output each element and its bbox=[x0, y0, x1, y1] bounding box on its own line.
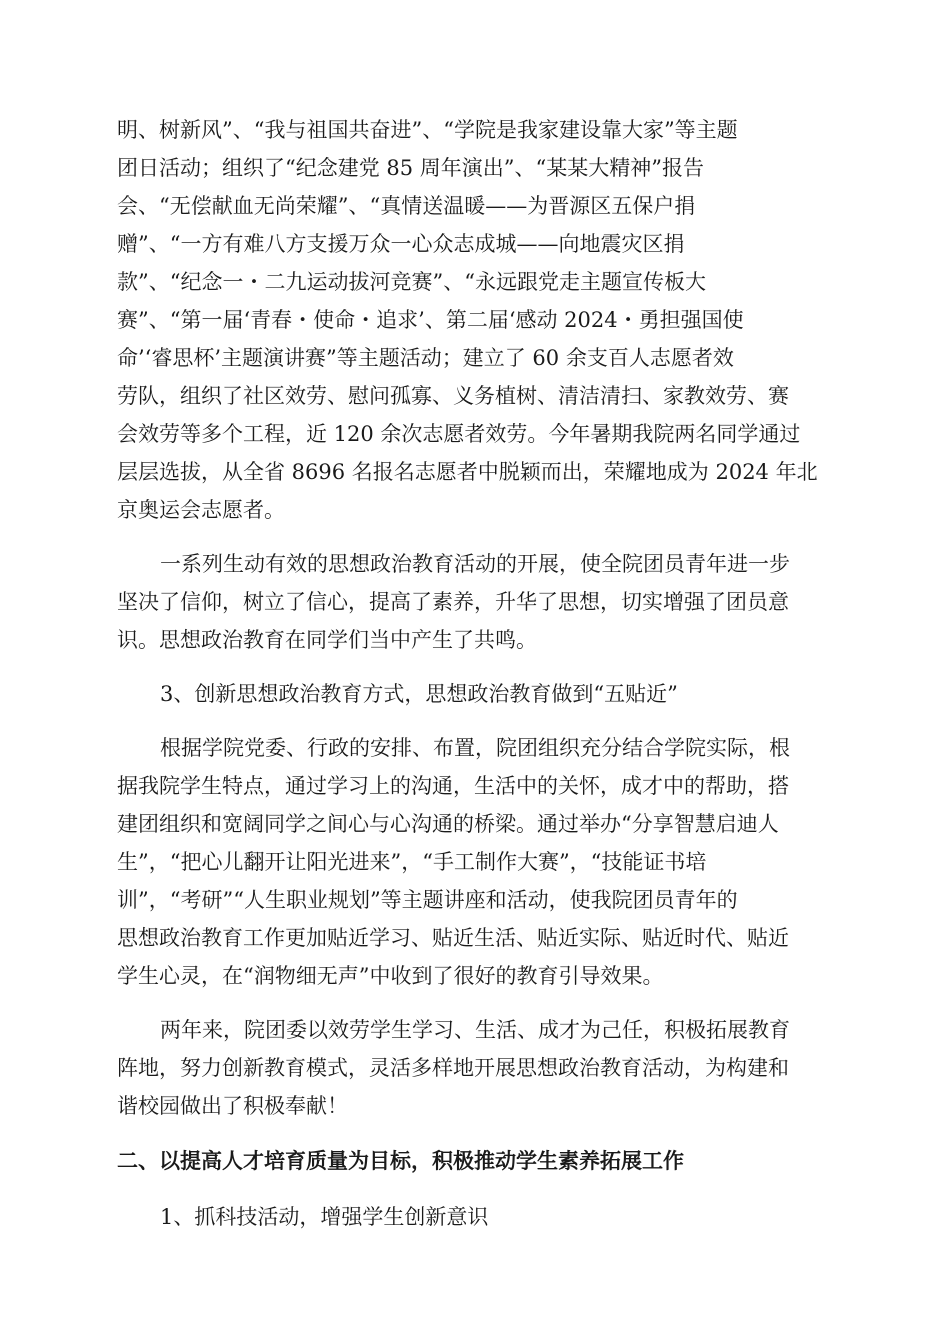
text-line: 阵地，努力创新教育模式，灵活多样地开展思想政治教育活动，为构建和 bbox=[117, 1056, 789, 1080]
text-line: 劳队，组织了社区效劳、慰问孤寡、义务植树、清洁清扫、家教效劳、赛 bbox=[117, 384, 789, 408]
text-line: 明、树新风”、“我与祖国共奋进”、“学院是我家建设靠大家”等主题 bbox=[117, 118, 738, 142]
text-line: 赠”、“一方有难八方支援万众一心众志成城——向地震灾区捐 bbox=[117, 232, 685, 256]
text-line: 一系列生动有效的思想政治教育活动的开展，使全院团员青年进一步 bbox=[160, 552, 790, 576]
text-line: 识。思想政治教育在同学们当中产生了共鸣。 bbox=[117, 628, 537, 652]
text-line: 层层选拔，从全省 8696 名报名志愿者中脱颖而出，荣耀地成为 2024 年北 bbox=[117, 460, 818, 484]
text-line: 生”，“把心儿翻开让阳光进来”，“手工制作大赛”，“技能证书培 bbox=[117, 850, 707, 874]
text-line: 会效劳等多个工程，近 120 余次志愿者效劳。今年暑期我院两名同学通过 bbox=[117, 422, 801, 446]
text-line: 学生心灵，在“润物细无声”中收到了很好的教育引导效果。 bbox=[117, 964, 664, 988]
text-line: 思想政治教育工作更加贴近学习、贴近生活、贴近实际、贴近时代、贴近 bbox=[117, 926, 789, 950]
text-line: 根据学院党委、行政的安排、布置，院团组织充分结合学院实际，根 bbox=[160, 736, 790, 760]
text-line: 建团组织和宽阔同学之间心与心沟通的桥梁。通过举办“分享智慧启迪人 bbox=[117, 812, 779, 836]
text-line: 会、“无偿献血无尚荣耀”、“真情送温暖——为晋源区五保户捐 bbox=[117, 194, 696, 218]
text-line: 坚决了信仰，树立了信心，提高了素养，升华了思想，切实增强了团员意 bbox=[117, 590, 789, 614]
section-subheading: 1、抓科技活动，增强学生创新意识 bbox=[160, 1205, 489, 1229]
text-line: 据我院学生特点，通过学习上的沟通，生活中的关怀，成才中的帮助，搭 bbox=[117, 774, 789, 798]
text-line: 谐校园做出了积极奉献！ bbox=[117, 1094, 348, 1118]
text-line: 款”、“纪念一・二九运动拔河竞赛”、“永远跟党走主题宣传板大 bbox=[117, 270, 706, 294]
text-line: 赛”、“第一届‘青春・使命・追求’、第二届‘感动 2024・勇担强国使 bbox=[117, 308, 744, 332]
text-line: 训”，“考研”“人生职业规划”等主题讲座和活动，使我院团员青年的 bbox=[117, 888, 738, 912]
section-heading: 二、以提高人才培育质量为目标，积极推动学生素养拓展工作 bbox=[117, 1149, 684, 1173]
text-line: 两年来，院团委以效劳学生学习、生活、成才为己任，积极拓展教育 bbox=[160, 1018, 790, 1042]
text-line: 命’‘睿思杯’主题演讲赛”等主题活动；建立了 60 余支百人志愿者效 bbox=[117, 346, 734, 370]
text-line: 团日活动；组织了“纪念建党 85 周年演出”、“某某大精神”报告 bbox=[117, 156, 705, 180]
section-subheading: 3、创新思想政治教育方式，思想政治教育做到“五贴近” bbox=[160, 682, 678, 706]
text-line: 京奥运会志愿者。 bbox=[117, 498, 285, 522]
